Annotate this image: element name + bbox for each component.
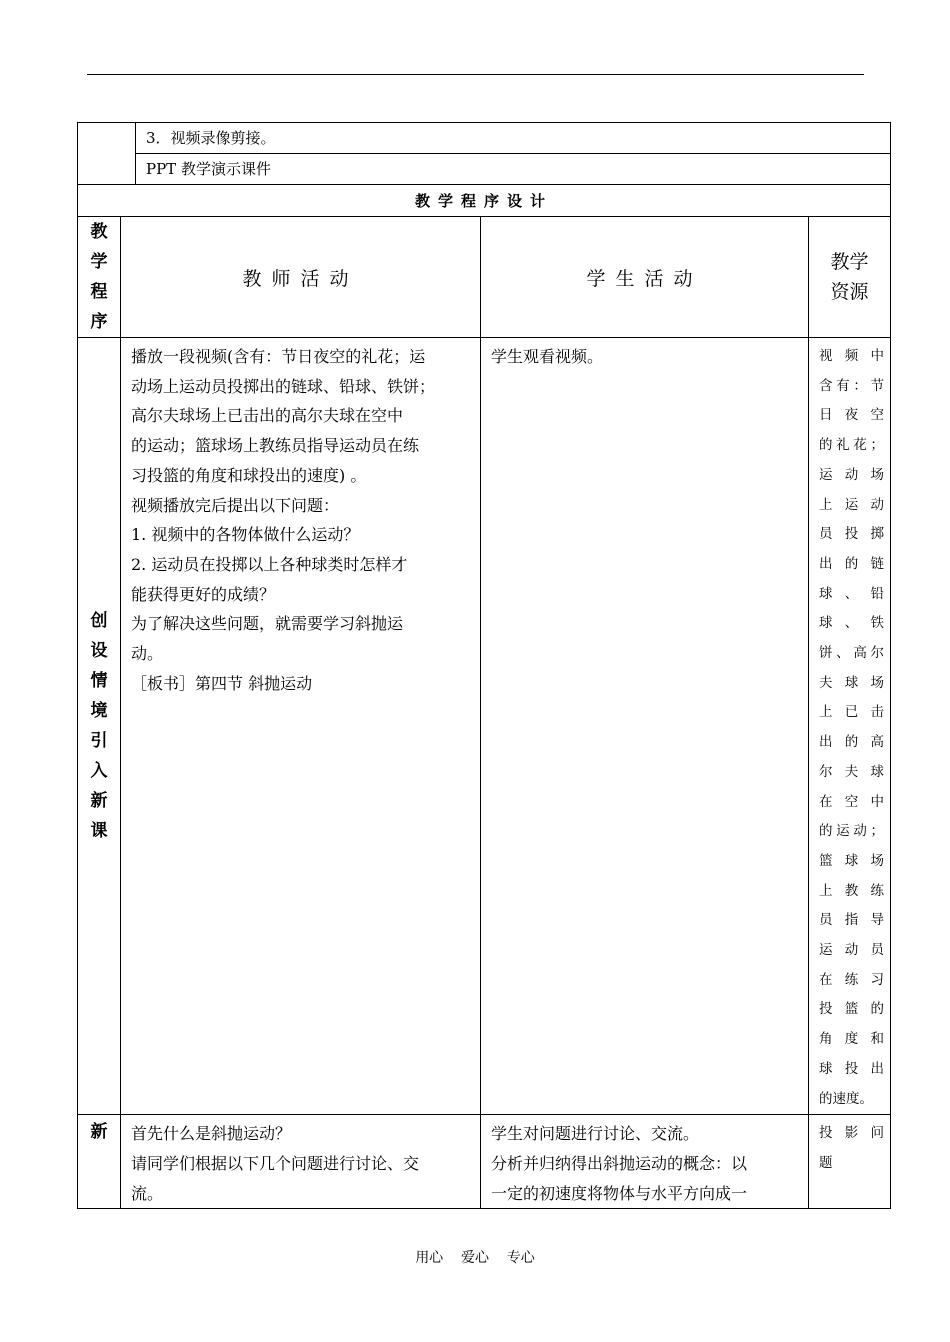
header-stage: 教 学 程 序 bbox=[78, 217, 121, 338]
student-activity-cell: 学生观看视频。 bbox=[481, 338, 809, 1115]
teaching-resource-cell: 视频中 含有：节 日夜空 的礼花； 运动场 上运动 员投掷 出的链 球、铅 球、铁 饼、高尔 夫球场 上已击 出的高 尔夫球 在空中 的运动； 篮球场 上教练 员指导 运动员 在练习 投篮的 角度和 球投出 的速度。 bbox=[809, 338, 891, 1115]
board-note bbox=[131, 669, 472, 699]
stage-cell: 创 设 情 境 引 入 新 课 bbox=[78, 338, 121, 1115]
header-student-activity: 学生活动 bbox=[481, 217, 809, 338]
lesson-plan-sheet bbox=[77, 122, 890, 1209]
table-row bbox=[78, 1115, 891, 1209]
board-label: ［板书］ bbox=[131, 673, 196, 693]
resources-table bbox=[77, 122, 891, 217]
teaching-resource-cell: 投影问 题 bbox=[809, 1115, 891, 1209]
table-row bbox=[78, 338, 891, 1115]
section-heading: 教学程序设计 bbox=[78, 185, 891, 217]
procedure-header-row bbox=[78, 217, 891, 338]
header-teaching-resources: 教学 资源 bbox=[809, 217, 891, 338]
resource-item-ppt: PPT 教学演示课件 bbox=[136, 154, 891, 185]
teacher-activity-cell: 首先什么是斜抛运动？ 请同学们根据以下几个问题进行讨论、交 流。 bbox=[121, 1115, 481, 1209]
page-footer: 用心 爱心 专心 bbox=[415, 1250, 535, 1266]
stage-cell: 新 bbox=[78, 1115, 121, 1209]
header-rule bbox=[87, 74, 864, 75]
resources-label-cell bbox=[78, 123, 136, 185]
student-activity-cell: 学生对问题进行讨论、交流。 分析并归纳得出斜抛运动的概念：以 一定的初速度将物体与水平方向成一 bbox=[481, 1115, 809, 1209]
procedure-table bbox=[77, 216, 891, 1209]
header-teacher-activity: 教师活动 bbox=[121, 217, 481, 338]
board-text: 第四节 斜抛运动 bbox=[195, 673, 313, 693]
teacher-activity-cell: 播放一段视频(含有：节日夜空的礼花；运 动场上运动员投掷出的链球、铅球、铁饼； 高尔夫球场上已击出的高尔夫球在空中 的运动；篮球场上教练员指导运动员在练 习投篮的角度和球投出的速度) 。 视频播放完后提出以下问题： 1. 视频中的各物体做什么运动？ 2. 运动员在投掷以上各种球类时怎样才 能获得更好的成绩？ 为了解决这些问题，就需要学习斜抛运 动。 ［板书］第四节 斜抛运动 bbox=[121, 338, 481, 1115]
resource-item-video: 3．视频录像剪接。 bbox=[136, 123, 891, 154]
